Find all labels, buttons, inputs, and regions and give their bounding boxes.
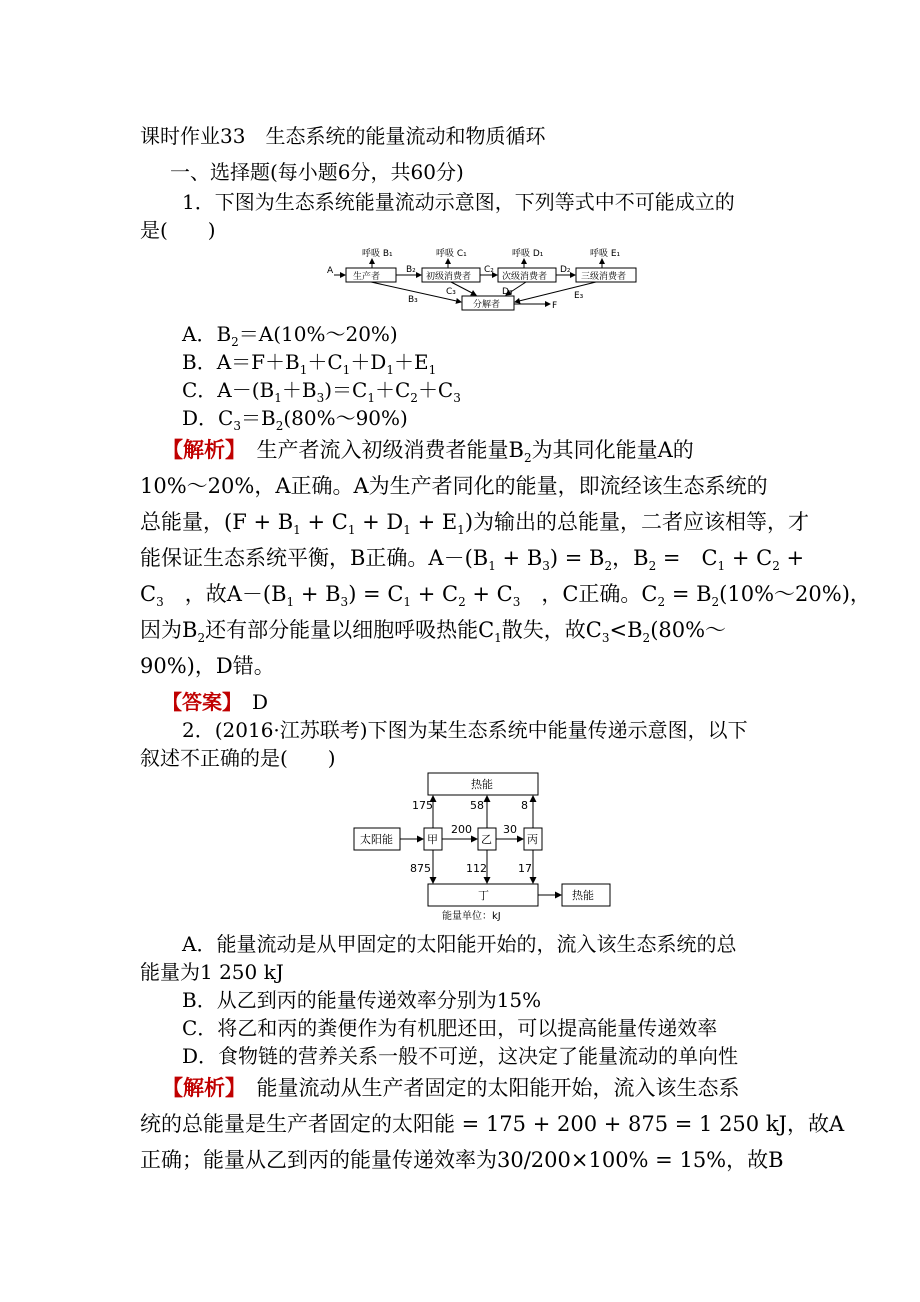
page-title: 课时作业33 生态系统的能量流动和物质循环 [140, 124, 546, 148]
q2-stem: 叙述不正确的是( ) [140, 746, 336, 770]
q2-option-a: 能量为1 250 kJ [140, 960, 284, 984]
q1-analysis: 总能量，$(F + B_1 + C_1 + D_1 + E_1)$为输出的总能量，二者应该相等，才 [140, 510, 810, 538]
resp-d1-label: 呼吸 D₁ [512, 249, 544, 259]
q1-analysis: 能保证生态系统平衡，B正确。$A-(B_1 + B_3) = B_2$，$B_2$ = $C_1 + C_2$ + [140, 546, 805, 574]
q1-option-c: C．$A-(B_1+B_3)=C_1+C_2+C_3$ [182, 378, 461, 405]
heat-top-label: 热能 [471, 778, 493, 791]
ding-label: 丁 [478, 889, 489, 902]
q2-analysis: 【解析】 能量流动从生产者固定的太阳能开始，流入该生态系 [162, 1075, 740, 1100]
q1-stem: 1．下图为生态系统能量流动示意图，下列等式中不可能成立的 [182, 190, 735, 214]
value-200: 200 [451, 823, 472, 836]
heat-right-label: 热能 [572, 889, 594, 902]
c3-label: C₃ [446, 287, 456, 297]
q2-stem: 2．(2016·江苏联考)下图为某生态系统中能量传递示意图，以下 [182, 718, 748, 742]
d2-label: D₂ [560, 265, 571, 275]
q1-analysis: $C_3$ ，故$A-(B_1 + B_3) = C_1 + C_2 + C_3$ ，C正确。$C_2$ = $B_2(10\%\sim 20\%)$， [140, 582, 871, 610]
section-heading: 一、选择题(每小题6分，共60分) [170, 160, 464, 184]
tertiary-label: 三级消费者 [581, 272, 627, 282]
q1-analysis: 10%～20%，A正确。A为生产者同化的能量，即流经该生态系统的 [140, 474, 768, 498]
resp-e1-label: 呼吸 E₁ [590, 249, 621, 259]
q2-option-c: C．将乙和丙的粪便作为有机肥还田，可以提高能量传递效率 [182, 1016, 718, 1040]
yi-label: 乙 [481, 833, 492, 846]
decomposer-label: 分解者 [473, 300, 501, 310]
q1-analysis: 【解析】 生产者流入初级消费者能量$B_2$为其同化能量A的 [162, 437, 694, 466]
q2-option-b: B．从乙到丙的能量传递效率分别为15% [182, 988, 542, 1012]
q1-answer: 【答案】 D [162, 690, 269, 714]
c2-label: C₂ [484, 265, 494, 275]
primary-label: 初级消费者 [426, 272, 472, 282]
d3-label: D₃ [502, 287, 513, 297]
input-a-label: A [327, 266, 334, 276]
q1-analysis: 因为$B_2$还有部分能量以细胞呼吸热能$C_1$散失，故$C_3<B_2(80\%\sim$ [140, 618, 727, 646]
output-f-label: F [552, 301, 558, 311]
q1-option-a: A．$B_2=A(10\%\sim 20\%)$ [182, 322, 398, 349]
producer-label: 生产者 [353, 272, 381, 282]
value-175: 175 [412, 799, 433, 812]
value-112: 112 [466, 862, 487, 875]
bing-label: 丙 [527, 833, 538, 846]
b2-label: B₂ [406, 265, 416, 275]
value-17: 17 [518, 862, 532, 875]
e3-label: E₃ [574, 291, 584, 301]
sun-label: 太阳能 [360, 833, 393, 846]
q1-option-d: D．$C_3=B_2(80\%\sim 90\%)$ [182, 406, 408, 433]
value-30: 30 [503, 823, 517, 836]
resp-b1-label: 呼吸 B₁ [362, 249, 393, 259]
resp-c1-label: 呼吸 C₁ [436, 249, 467, 259]
value-58: 58 [470, 799, 484, 812]
energy-flow-diagram [326, 244, 646, 316]
q2-option-a: A．能量流动是从甲固定的太阳能开始的，流入该生态系统的总 [182, 932, 737, 956]
q1-analysis: 90%)，D错。 [140, 654, 275, 678]
value-8: 8 [521, 799, 528, 812]
q1-option-b: B．$A=F+B_1+C_1+D_1+E_1$ [182, 350, 437, 377]
q2-analysis: 正确；能量从乙到丙的能量传递效率为30/200×100% = 15%，故B [140, 1148, 784, 1172]
q2-option-d: D．食物链的营养关系一般不可逆，这决定了能量流动的单向性 [182, 1044, 739, 1068]
q1-stem: 是( ) [140, 218, 216, 242]
jia-label: 甲 [427, 833, 438, 846]
value-875: 875 [410, 862, 431, 875]
unit-label: 能量单位：kJ [442, 911, 501, 922]
q2-analysis: 统的总能量是生产者固定的太阳能 = 175 + 200 + 875 = 1 250 kJ，故A [140, 1112, 845, 1136]
secondary-label: 次级消费者 [502, 272, 548, 282]
energy-transfer-diagram [348, 770, 614, 922]
b3-label: B₃ [408, 295, 418, 305]
